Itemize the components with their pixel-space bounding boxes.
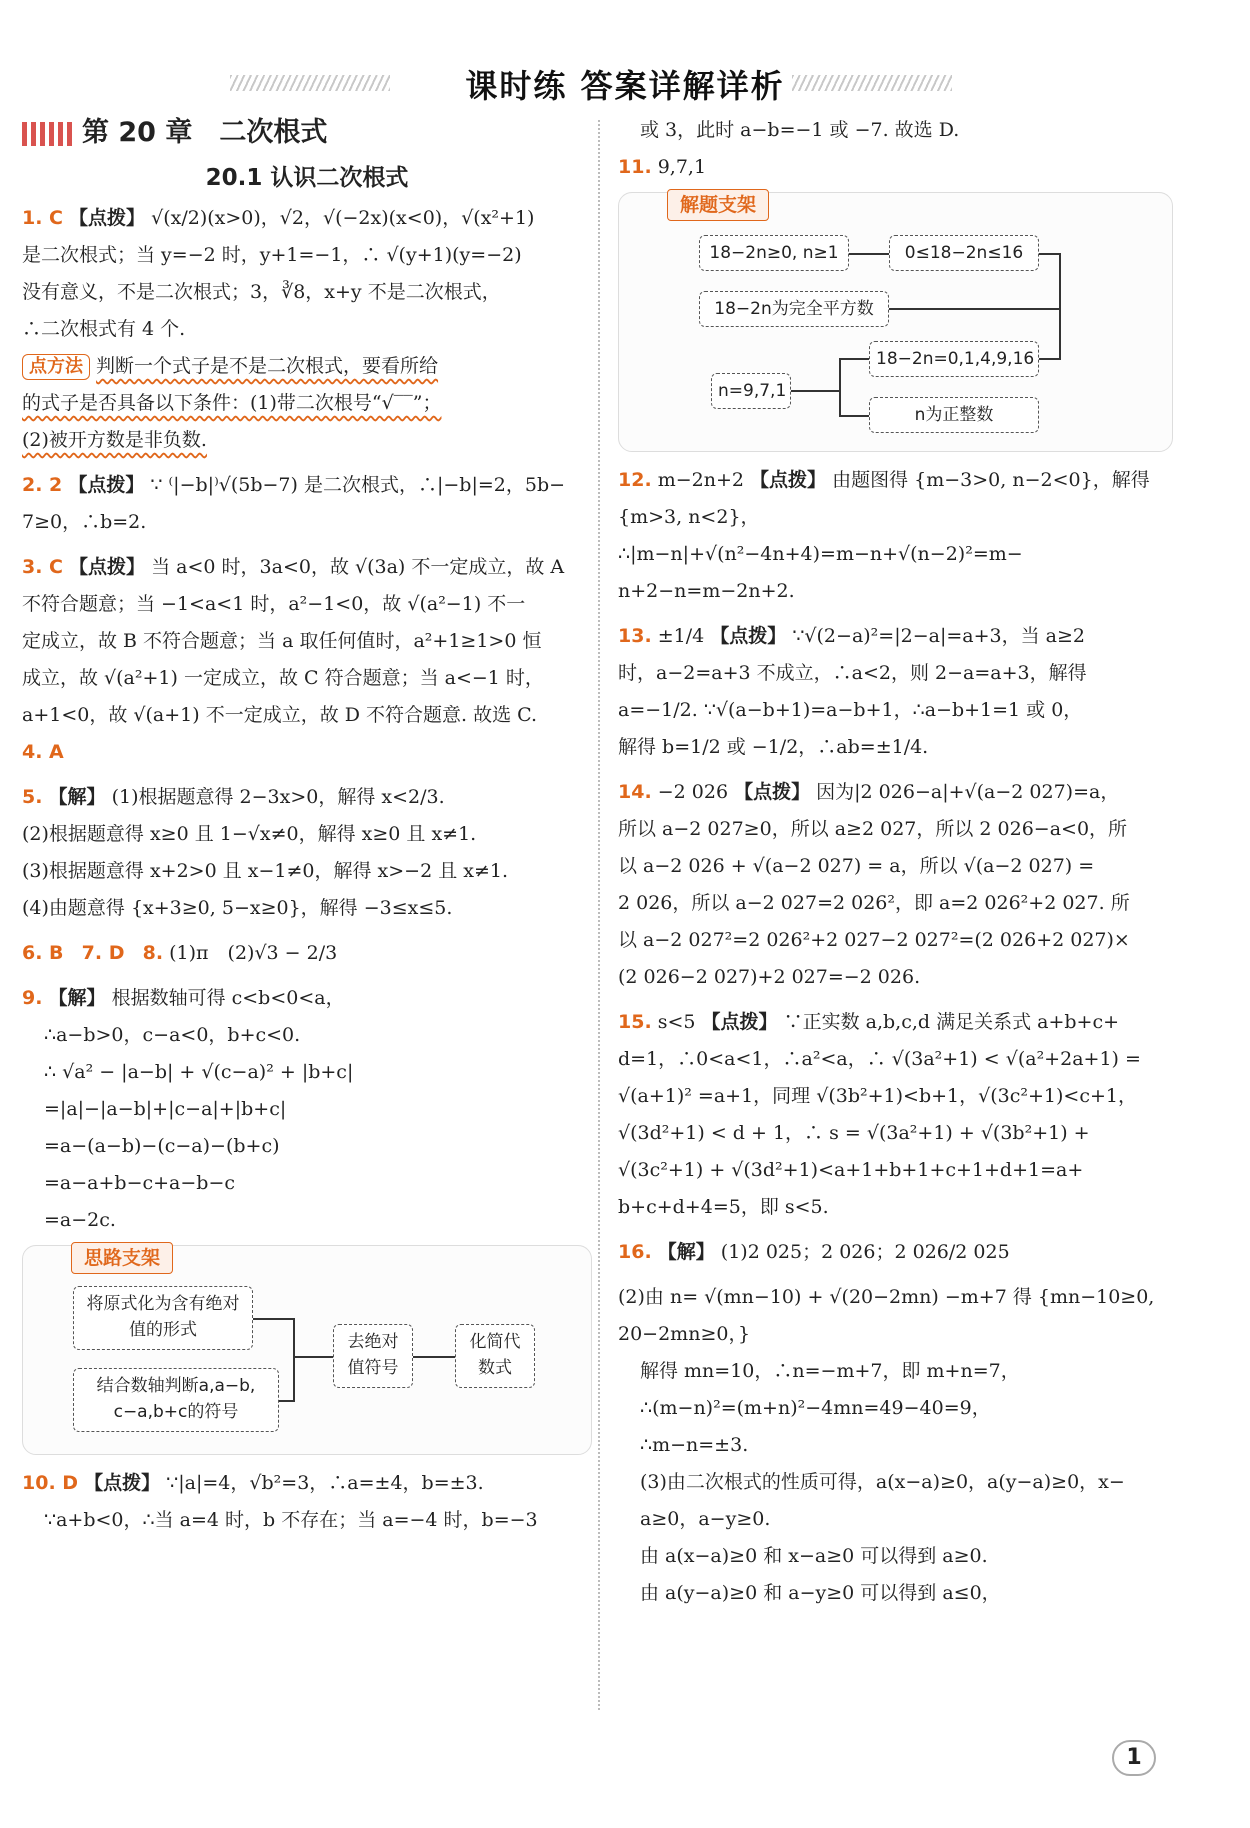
answer-text: n+2−n=m−2n+2. xyxy=(618,580,795,602)
answer-text: 由 a(y−a)≥0 和 a−y≥0 可以得到 a≤0， xyxy=(640,1582,1001,1604)
answer-text: ∴ √a² − |a−b| + √(c−a)² + |b+c| xyxy=(44,1061,354,1083)
answer-number: 13. xyxy=(618,625,652,647)
method-note xyxy=(22,348,592,385)
answer-3 xyxy=(22,549,592,586)
answer-13 xyxy=(618,618,1173,655)
answer-text: s<5 xyxy=(657,1011,696,1033)
answer-text: m−2n+2 xyxy=(657,469,744,491)
hint-label: 【点拨】 xyxy=(69,207,146,229)
hint-label: 【点拨】 xyxy=(68,474,145,496)
answer-number: 14. xyxy=(618,781,652,803)
answer-text: b+c+d+4=5，即 s<5. xyxy=(618,1196,829,1218)
answer-text: 以 a−2 027²=2 026²+2 027−2 027²=(2 026+2 027)× xyxy=(618,929,1130,951)
diagram-box-simplify: 化简代数式 xyxy=(455,1324,535,1388)
answer-10 xyxy=(22,1465,592,1502)
page-number: 1 xyxy=(1112,1740,1156,1776)
answer-text: =|a|−|a−b|+|c−a|+|b+c| xyxy=(44,1098,287,1120)
answer-text: 以 a−2 026 + √(a−2 027) = a，所以 √(a−2 027) = xyxy=(618,855,1095,877)
answer-text: 是二次根式；当 y=−2 时，y+1=−1，∴ √(y+1)(y=−2) xyxy=(22,244,522,266)
answer-16 xyxy=(618,1234,1173,1271)
hint-label: 【点拨】 xyxy=(701,1011,778,1033)
answer-text: (3)根据题意得 x+2>0 且 x−1≠0，解得 x>−2 且 x≠1. xyxy=(22,860,509,882)
answer-number: 1. C xyxy=(22,207,63,229)
diagram-box-signs: 结合数轴判断a,a−b, c−a,b+c的符号 xyxy=(73,1368,279,1432)
answer-12 xyxy=(618,462,1173,536)
answer-2 xyxy=(22,467,592,504)
answer-text: ∵a+b<0，∴当 a=4 时，b 不存在；当 a=−4 时，b=−3 xyxy=(44,1509,538,1531)
answer-text: 或 3，此时 a−b=−1 或 −7. 故选 D. xyxy=(640,119,960,141)
header-hatch-right xyxy=(792,75,952,91)
answer-text: 由 a(x−a)≥0 和 x−a≥0 可以得到 a≥0. xyxy=(640,1545,988,1567)
answer-9 xyxy=(22,980,592,1017)
answer-text: a=−1/2. ∵√(a−b+1)=a−b+1，∴a−b+1=1 或 0， xyxy=(618,699,1083,721)
answer-text: 2 026，所以 a−2 027=2 026²，即 a=2 026²+2 027. 所 xyxy=(618,892,1130,914)
answer-text: (1)π (2)√3 − 2/3 xyxy=(169,942,338,964)
answer-text: √(3d²+1) < d + 1，∴ s = √(3a²+1) + √(3b²+1) + xyxy=(618,1122,1090,1144)
answer-number: 8. xyxy=(142,942,164,964)
answer-text: (2)由 n= √(mn−10) + √(20−2mn) −m+7 得 {mn−10≥0, 20−2mn≥0，} xyxy=(618,1286,1155,1345)
diagram-box-result: n=9,7,1 xyxy=(711,373,791,409)
method-badge: 点方法 xyxy=(22,354,90,380)
answer-1 xyxy=(22,200,592,237)
answer-text: 9,7,1 xyxy=(657,156,707,178)
answer-text: 定成立，故 B 不符合题意；当 a 取任何值时，a²+1≥1>0 恒 xyxy=(22,630,542,652)
answer-text: ∴二次根式有 4 个. xyxy=(22,318,186,340)
answer-number: 3. C xyxy=(22,556,63,578)
diagram-box-rewrite: 将原式化为含有绝对值的形式 xyxy=(73,1286,253,1350)
answer-text: (2 026−2 027)+2 027=−2 026. xyxy=(618,966,921,988)
answer-text: 因为|2 026−a|+√(a−2 027)=a， xyxy=(816,781,1120,803)
left-column xyxy=(22,112,592,1539)
answer-text: (3)由二次根式的性质可得，a(x−a)≥0，a(y−a)≥0，x− xyxy=(640,1471,1125,1493)
chapter-heading xyxy=(22,112,592,156)
answer-text: =a−a+b−c+a−b−c xyxy=(44,1172,236,1194)
answer-text: −2 026 xyxy=(657,781,729,803)
chapter-title: 第 20 章 二次根式 xyxy=(82,117,328,148)
answer-text: ∵√(2−a)²=|2−a|=a+3，当 a≥2 xyxy=(792,625,1085,647)
header-title: 课时练 答案详解详析 xyxy=(465,67,785,105)
answer-text: ∵|a|=4，√b²=3，∴a=±4，b=±3. xyxy=(166,1472,484,1494)
answer-text: (4)由题意得 {x+3≥0, 5−x≥0}，解得 −3≤x≤5. xyxy=(22,897,453,919)
answer-text: 根据数轴可得 c<b<0<a， xyxy=(111,987,345,1009)
diagram-box-range: 0≤18−2n≤16 xyxy=(889,235,1039,271)
answer-number: 11. xyxy=(618,156,652,178)
answer-text: 成立，故 √(a²+1) 一定成立，故 C 符合题意；当 a<−1 时， xyxy=(22,667,544,689)
answer-number: 10. D xyxy=(22,1472,79,1494)
diagram-box-remove-abs: 去绝对值符号 xyxy=(333,1324,413,1388)
answer-number: 16. xyxy=(618,1241,652,1263)
answer-text: 7≥0，∴b=2. xyxy=(22,511,147,533)
answer-number: 5. xyxy=(22,786,43,808)
chapter-bars-icon xyxy=(22,122,74,146)
diagram-box-square: 18−2n为完全平方数 xyxy=(699,291,889,327)
answer-6-8 xyxy=(22,935,592,972)
method-text: (2)被开方数是非负数. xyxy=(22,429,207,451)
page-header xyxy=(0,55,1250,105)
answer-text: ±1/4 xyxy=(657,625,705,647)
answer-text: 解得 b=1/2 或 −1/2，∴ab=±1/4. xyxy=(618,736,929,758)
answer-text: ∴a−b>0，c−a<0，b+c<0. xyxy=(44,1024,301,1046)
hint-label: 【点拨】 xyxy=(750,469,827,491)
answer-number: 15. xyxy=(618,1011,652,1033)
diagram-box-condition: 18−2n≥0, n≥1 xyxy=(699,235,849,271)
answer-text: 当 a<0 时，3a<0，故 √(3a) 不一定成立，故 A xyxy=(151,556,565,578)
answer-text: =a−2c. xyxy=(44,1209,116,1231)
solution-diagram xyxy=(618,192,1173,452)
answer-text: a≥0，a−y≥0. xyxy=(640,1508,771,1530)
answer-number: 2. 2 xyxy=(22,474,63,496)
answer-text: d=1，∴0<a<1，∴a²<a，∴ √(3a²+1) < √(a²+2a+1) = xyxy=(618,1048,1141,1070)
diagram-box-values: 18−2n=0,1,4,9,16 xyxy=(869,341,1039,377)
answer-text: 所以 a−2 027≥0，所以 a≥2 027，所以 2 026−a<0，所 xyxy=(618,818,1128,840)
answer-text: ∴(m−n)²=(m+n)²−4mn=49−40=9， xyxy=(640,1397,991,1419)
answer-text: √(x/2)(x>0)，√2，√(−2x)(x<0)，√(x²+1) xyxy=(151,207,535,229)
solution-label: 【解】 xyxy=(48,987,106,1009)
diagram-tag: 解题支架 xyxy=(667,189,769,221)
method-text: 判断一个式子是不是二次根式，要看所给 xyxy=(96,355,439,377)
answer-text: ∵正实数 a,b,c,d 满足关系式 a+b+c+ xyxy=(783,1011,1120,1033)
answer-number: 9. xyxy=(22,987,43,1009)
right-column xyxy=(618,112,1173,1612)
diagram-box-integer: n为正整数 xyxy=(869,397,1039,433)
answer-number: 12. xyxy=(618,469,652,491)
solution-label: 【解】 xyxy=(657,1241,715,1263)
answer-text: 解得 mn=10，∴n=−m+7，即 m+n=7， xyxy=(640,1360,1020,1382)
answer-5 xyxy=(22,779,592,816)
hint-label: 【点拨】 xyxy=(734,781,811,803)
solution-label: 【解】 xyxy=(48,786,106,808)
answer-text: 不符合题意；当 −1<a<1 时，a²−1<0，故 √(a²−1) 不一 xyxy=(22,593,526,615)
column-divider xyxy=(598,120,600,1710)
answer-text: =a−(a−b)−(c−a)−(b+c) xyxy=(44,1135,280,1157)
answer-text: 时，a−2=a+3 不成立，∴a<2，则 2−a=a+3，解得 xyxy=(618,662,1087,684)
answer-15 xyxy=(618,1004,1173,1041)
answer-number: 7. D xyxy=(81,942,125,964)
answer-text: ∴m−n=±3. xyxy=(640,1434,749,1456)
answer-text: ∵ ⁽|−b|⁾√(5b−7) 是二次根式，∴|−b|=2，5b− xyxy=(150,474,566,496)
answer-11 xyxy=(618,149,1173,186)
answer-text: √(3c²+1) + √(3d²+1)<a+1+b+1+c+1+d+1=a+ xyxy=(618,1159,1084,1181)
answer-text: 由题图得 {m−3>0, n−2<0}，解得 {m>3, n<2}， xyxy=(618,469,1150,528)
answer-text: (1)2 025；2 026；2 026/2 025 xyxy=(720,1241,1010,1263)
idea-diagram xyxy=(22,1245,592,1455)
answer-text: (2)根据题意得 x≥0 且 1−√x≠0，解得 x≥0 且 x≠1. xyxy=(22,823,477,845)
answer-text: (1)根据题意得 2−3x>0，解得 x<2/3. xyxy=(111,786,445,808)
hint-label: 【点拨】 xyxy=(69,556,146,578)
method-text: 的式子是否具备以下条件：(1)带二次根号“√‾‾”； xyxy=(22,392,442,414)
diagram-tag: 思路支架 xyxy=(71,1242,173,1274)
answer-4: 4. A xyxy=(22,741,64,763)
answer-text: a+1<0，故 √(a+1) 不一定成立，故 D 不符合题意. 故选 C. xyxy=(22,704,538,726)
answer-text: 没有意义，不是二次根式；3，∛8，x+y 不是二次根式， xyxy=(22,281,501,303)
answer-text: ∴|m−n|+√(n²−4n+4)=m−n+√(n−2)²=m− xyxy=(618,543,1023,565)
hint-label: 【点拨】 xyxy=(710,625,787,647)
section-title: 20.1 认识二次根式 xyxy=(205,165,409,191)
hint-label: 【点拨】 xyxy=(84,1472,161,1494)
answer-number: 6. B xyxy=(22,942,64,964)
answer-text: √(a+1)² =a+1，同理 √(3b²+1)<b+1，√(3c²+1)<c+1， xyxy=(618,1085,1137,1107)
answer-14 xyxy=(618,774,1173,811)
